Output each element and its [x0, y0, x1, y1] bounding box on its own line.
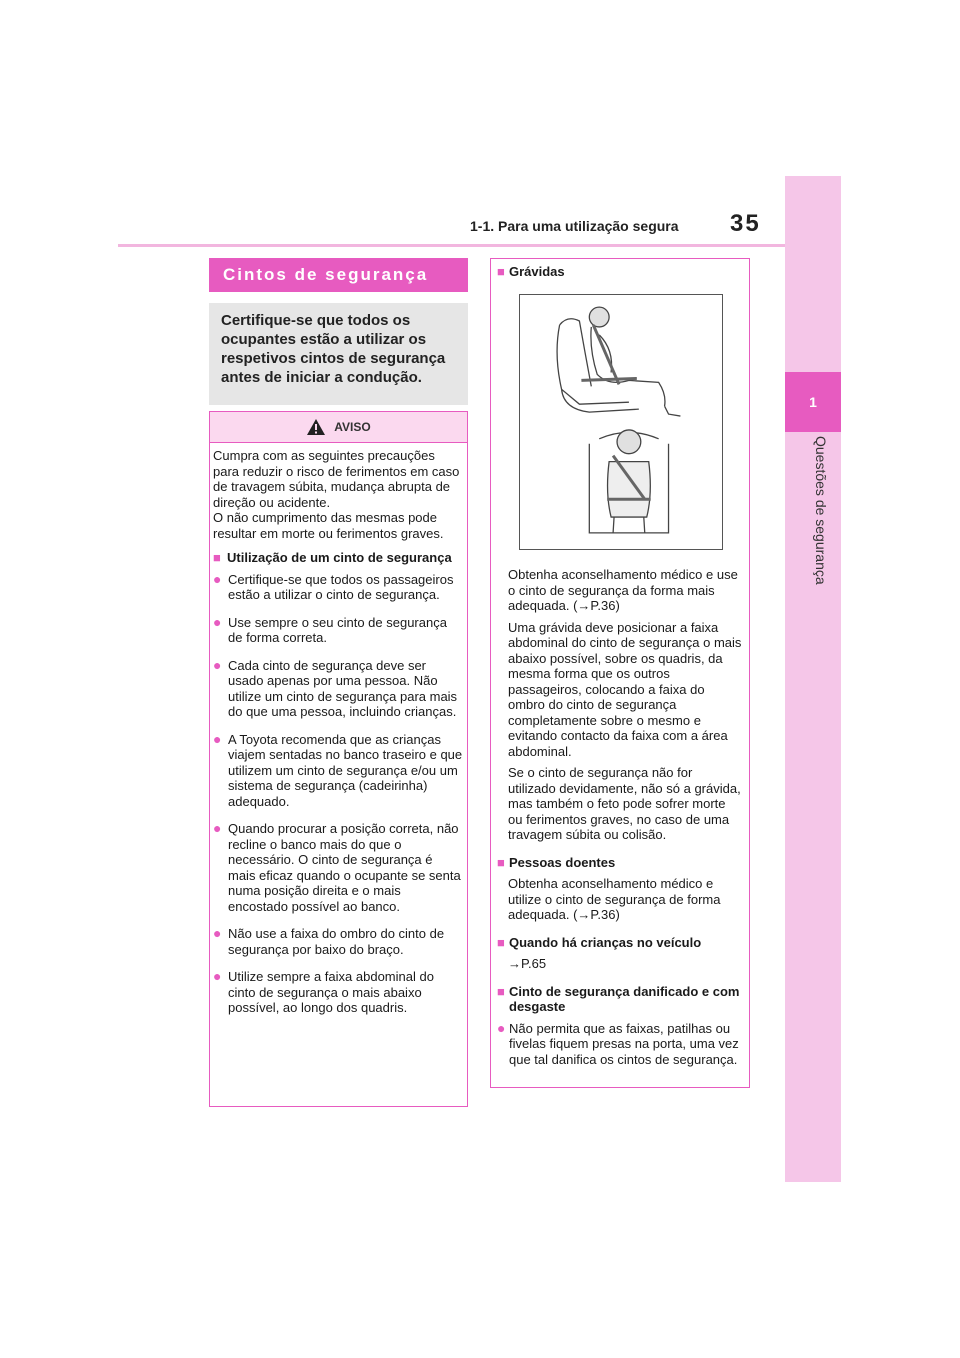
section-banner: Cintos de segurança: [209, 258, 468, 292]
square-bullet-icon: ■: [497, 934, 505, 950]
list-item: ● A Toyota recomenda que as crianças viajem sentadas no banco traseiro e que utilizem um cinto de segurança e/ou um sistema de segurança (cadeirinha) adequado.: [213, 730, 463, 809]
square-bullet-icon: ■: [497, 854, 505, 870]
warning-triangle-icon: [306, 418, 326, 436]
bullet-dot-icon: ●: [213, 968, 222, 984]
warning-heading-text: Utilização de um cinto de segurança: [227, 550, 452, 565]
pregnant-paragraph-3: Se o cinto de segurança não for utilizado devidamente, não só a grávida, mas também o feto pode sofrer morte ou ferimentos graves, no caso de uma travagem súbita ou colisão.: [508, 765, 741, 842]
children-heading: ■ Quando há crianças no veículo: [497, 934, 702, 950]
bullet-dot-icon: ●: [497, 1019, 506, 1036]
pregnant-paragraph-1: Obtenha aconselhamento médico e use o cinto de segurança da forma mais adequada. (→P.36): [508, 567, 738, 613]
bullet-dot-icon: ●: [213, 820, 222, 836]
warning-heading: [213, 550, 463, 566]
chapter-side-tab: [785, 176, 841, 1182]
list-item: ● Utilize sempre a faixa abdominal do cinto de segurança o mais abaixo possível, ao longo dos quadris.: [213, 968, 434, 1015]
warning-header: [210, 412, 467, 443]
list-item: ● Certifique-se que todos os passageiros estão a utilizar o cinto de segurança.: [213, 570, 454, 602]
children-reference-link[interactable]: →P.65: [508, 956, 547, 971]
pregnant-heading: ■ Grávidas: [497, 264, 565, 279]
ill-paragraph: Obtenha aconselhamento médico e utilize o cinto de segurança de forma adequada. (→P.36): [508, 876, 721, 922]
chapter-label: Questões de segurança: [813, 436, 829, 585]
square-bullet-icon: ■: [497, 983, 505, 999]
warning-box: [209, 411, 468, 1107]
pregnant-paragraph-2: Uma grávida deve posicionar a faixa abdominal do cinto de segurança o mais abaixo possível, sobre os quadris, da mesma forma que os outros passageiros, colocando a faixa do ombro do cinto de segurança completamente sobre o mesmo e evitando contacto da faixa com a área abdominal.: [508, 619, 742, 759]
list-item: ● Use sempre o seu cinto de segurança de forma correta.: [213, 613, 447, 645]
list-item: ● Não permita que as faixas, patilhas ou fivelas fiquem presas na porta, uma vez que tal danifica os cintos de segurança.: [497, 1019, 739, 1067]
page-number: 35: [730, 210, 761, 237]
chapter-number: 1: [785, 372, 841, 432]
pregnant-seatbelt-illustration: [519, 294, 723, 550]
section-header-title: 1-1. Para uma utilização segura: [470, 218, 679, 234]
bullet-dot-icon: ●: [213, 570, 222, 587]
bullet-dot-icon: ●: [213, 656, 222, 673]
intro-box: Certifique-se que todos os ocupantes estão a utilizar os respetivos cintos de segurança antes de iniciar a condução.: [209, 303, 468, 405]
bullet-dot-icon: ●: [213, 925, 222, 941]
square-bullet-icon: ■: [497, 264, 505, 279]
ill-heading: ■ Pessoas doentes: [497, 854, 616, 870]
bullet-dot-icon: ●: [213, 613, 222, 630]
right-content-box: [490, 258, 750, 1088]
warning-title: AVISO: [334, 420, 371, 434]
header-divider: [118, 244, 785, 247]
list-item: ● Cada cinto de segurança deve ser usado apenas por uma pessoa. Não utilize um cinto de segurança para mais do que uma pessoa, incluindo crianças.: [213, 656, 458, 719]
damaged-heading: ■ Cinto de segurança danificado e com desgaste: [497, 983, 740, 1014]
list-item: ● Quando procurar a posição correta, não recline o banco mais do que o necessário. O cinto de segurança é mais eficaz quando o ocupante se senta numa posição direita e o mais encostado possível ao banco.: [213, 820, 461, 914]
warning-intro: Cumpra com as seguintes precauções para reduzir o risco de ferimentos em caso de travagem súbita, mudança abrupta de direção ou acidente.: [213, 448, 460, 510]
square-bullet-icon: ■: [213, 550, 221, 565]
bullet-dot-icon: ●: [213, 730, 222, 747]
warning-intro-2: O não cumprimento das mesmas pode resultar em morte ou ferimentos graves.: [213, 510, 444, 541]
list-item: ● Não use a faixa do ombro do cinto de segurança por baixo do braço.: [213, 925, 445, 957]
